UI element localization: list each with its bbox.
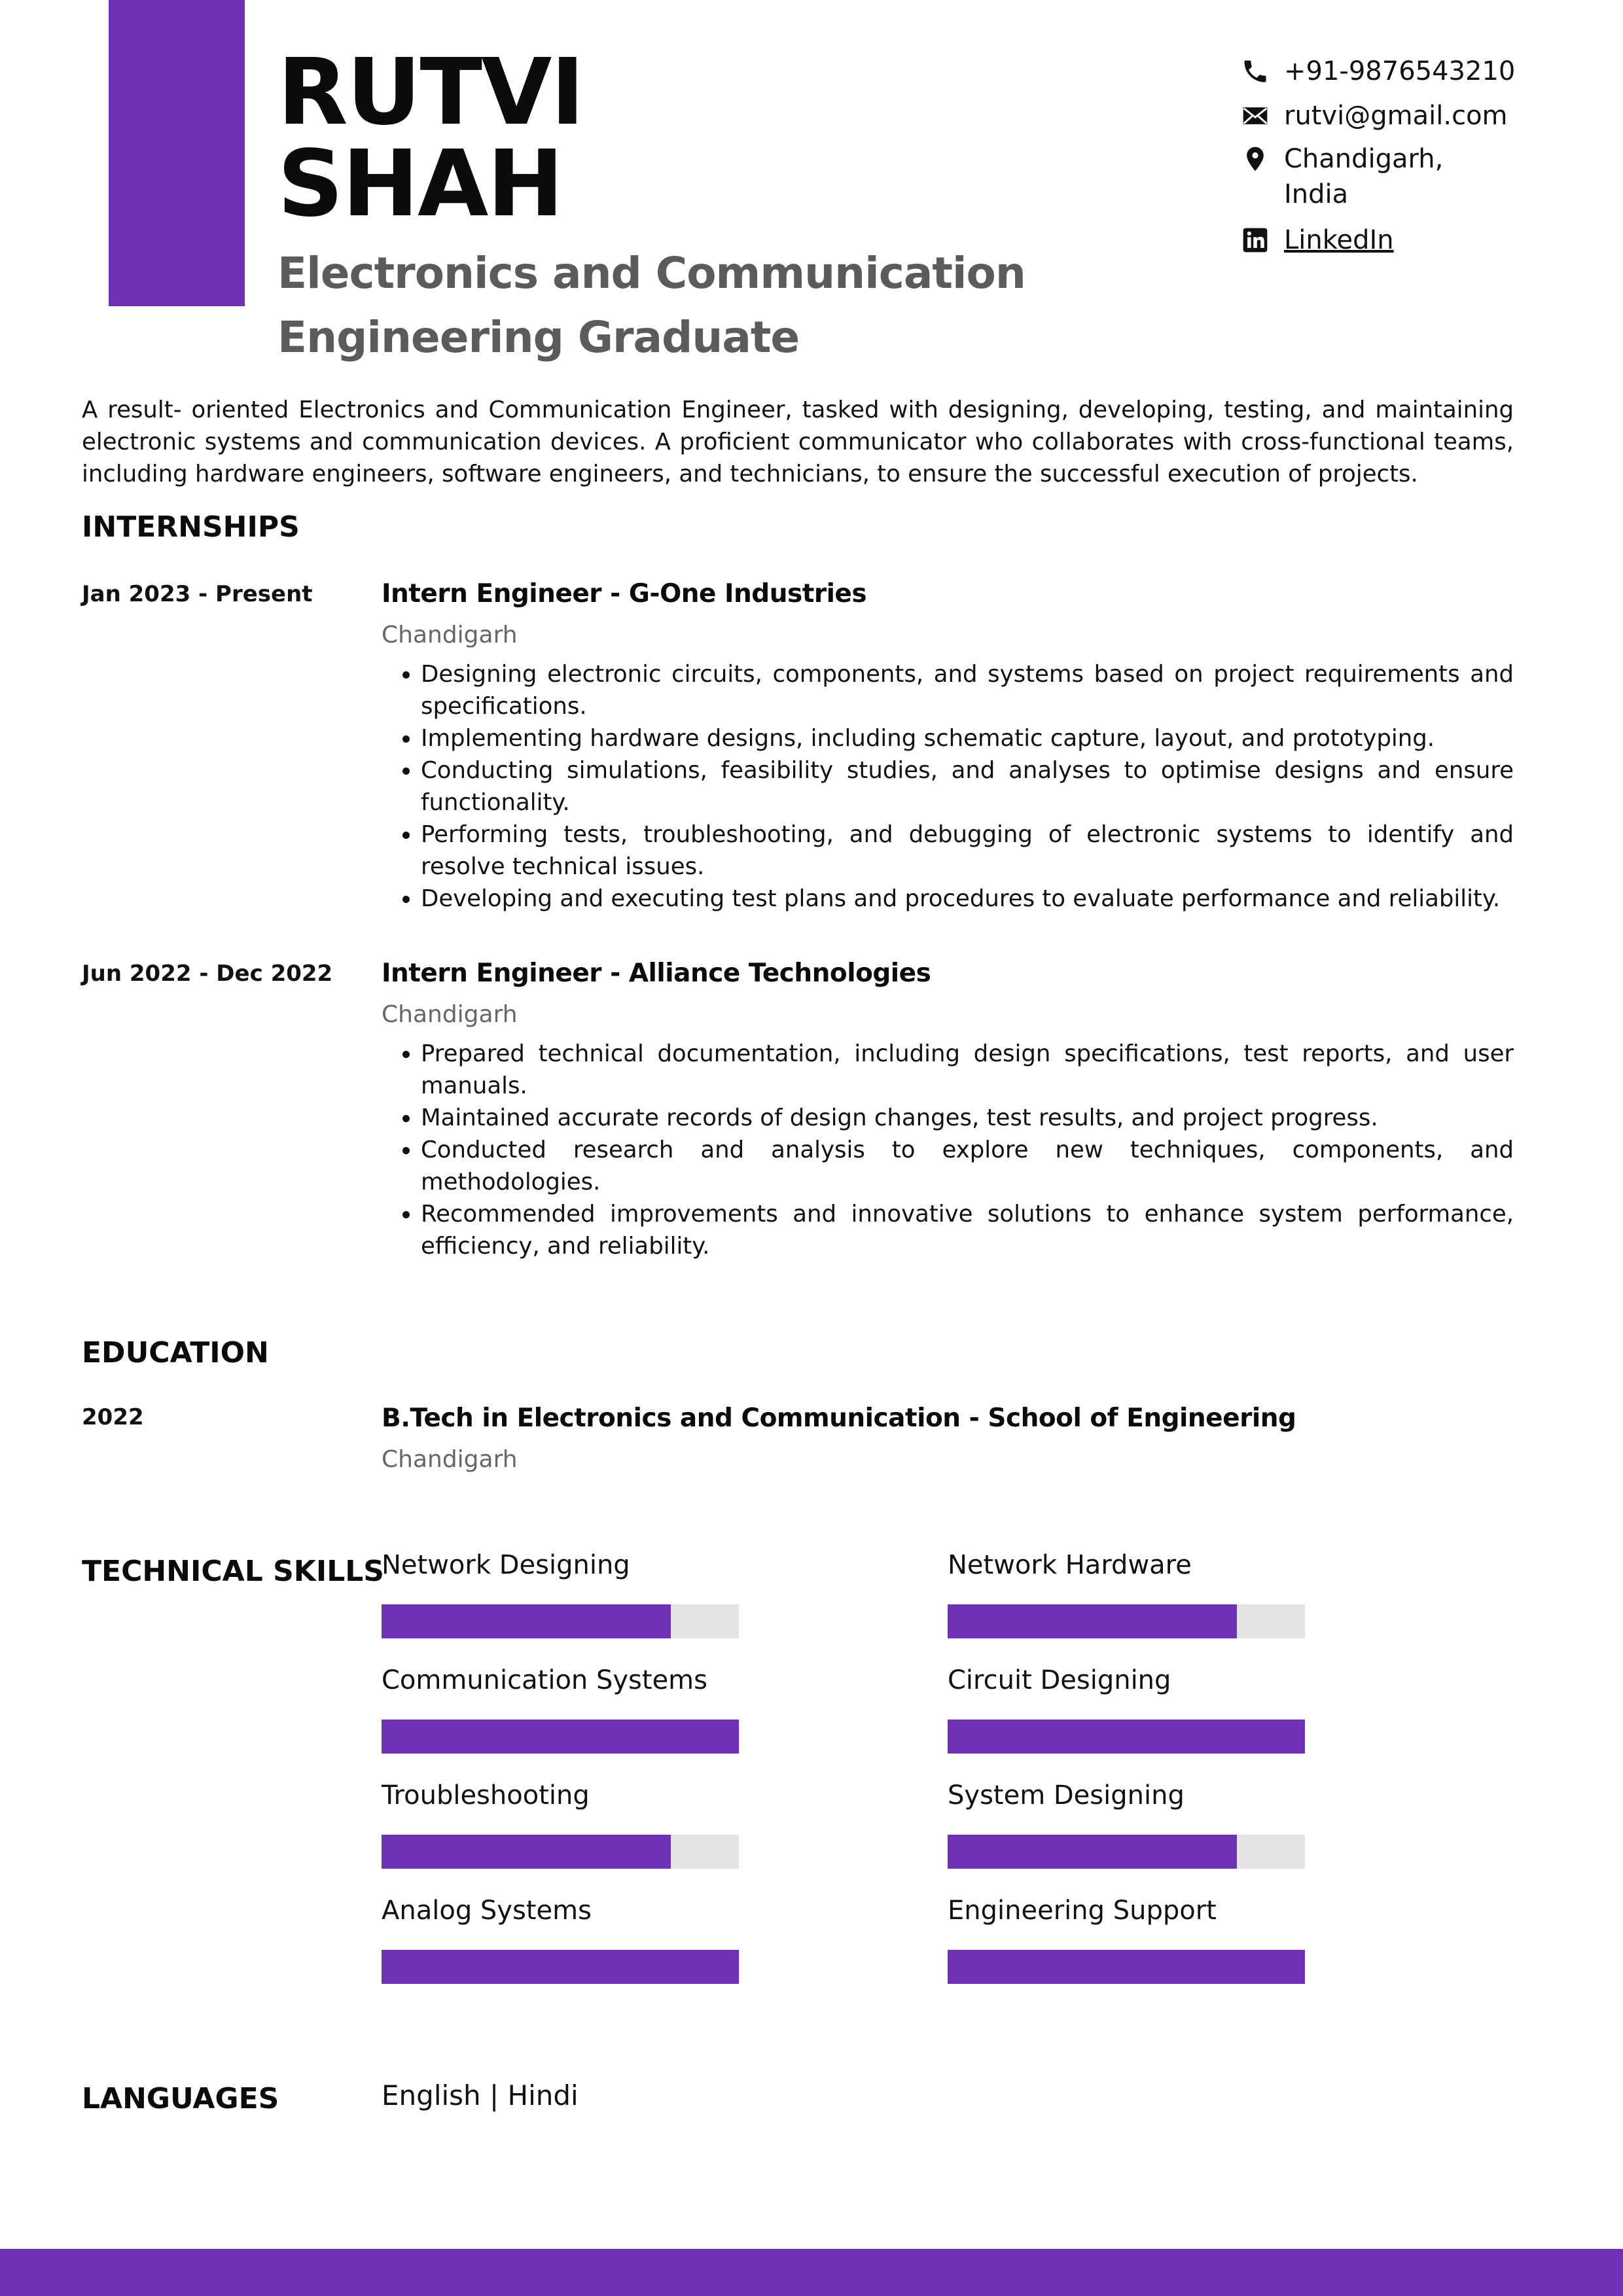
list-item: • Implementing hardware designs, including schematic capture, layout, and prototyping. xyxy=(421,722,1514,754)
internship-1-title: Intern Engineer - G-One Industries xyxy=(382,579,867,609)
list-item: • Conducting simulations, feasibility studies, and analyses to optimise designs and ensure functionality. xyxy=(421,754,1514,819)
skill-item xyxy=(382,1663,707,1697)
skill-label: Communication Systems xyxy=(382,1665,707,1695)
skill-label: Analog Systems xyxy=(382,1896,592,1926)
first-name: RUTVI xyxy=(277,39,584,146)
skill-item xyxy=(948,1548,1192,1582)
skill-level-fill xyxy=(948,1604,1237,1638)
skill-level-bar xyxy=(382,1950,739,1984)
internships-heading: INTERNSHIPS xyxy=(82,510,300,544)
list-item: • Performing tests, troubleshooting, and debugging of electronic systems to identify and resolve technical issues. xyxy=(421,819,1514,883)
linkedin-icon xyxy=(1241,226,1270,255)
skill-item xyxy=(382,1548,630,1582)
linkedin-link[interactable]: LinkedIn xyxy=(1284,225,1394,255)
list-item: • Developing and executing test plans and procedures to evaluate performance and reliability. xyxy=(421,883,1514,915)
internship-1-duties xyxy=(382,658,1514,915)
skill-item xyxy=(948,1894,1217,1928)
skill-level-fill xyxy=(382,1720,739,1754)
job-title-line-2: Engineering Graduate xyxy=(277,312,800,362)
list-item: • Designing electronic circuits, components, and systems based on project requirements and specifications. xyxy=(421,658,1514,722)
languages-list: English | Hindi xyxy=(382,2079,579,2111)
skill-level-bar xyxy=(948,1604,1305,1638)
accent-block xyxy=(109,0,245,306)
list-item: • Conducted research and analysis to explore new techniques, components, and methodologies. xyxy=(421,1134,1514,1198)
skill-item xyxy=(382,1778,590,1812)
skill-level-fill xyxy=(948,1835,1237,1869)
phone-icon xyxy=(1241,57,1270,86)
technical-skills-heading: TECHNICAL SKILLS xyxy=(82,1555,384,1588)
skill-label: Troubleshooting xyxy=(382,1780,590,1810)
footer-bar xyxy=(0,2249,1623,2296)
profile-summary: A result- oriented Electronics and Communication Engineer, tasked with designing, developing, testing, and maintaining electronic systems and communication devices. A proficient communicator who collaborates with cross-functional teams, including hardware engineers, software engineers, and technicians, to ensure the successful execution of projects. xyxy=(82,397,1514,487)
skill-label: Circuit Designing xyxy=(948,1665,1171,1695)
skill-level-fill xyxy=(382,1604,671,1638)
education-heading: EDUCATION xyxy=(82,1336,269,1369)
internship-2-dates: Jun 2022 - Dec 2022 xyxy=(82,961,333,987)
last-name: SHAH xyxy=(277,131,563,238)
internship-2-duties xyxy=(382,1038,1514,1262)
skill-level-bar xyxy=(948,1950,1305,1984)
list-item: • Recommended improvements and innovative solutions to enhance system performance, efficiency, and reliability. xyxy=(421,1198,1514,1262)
skill-label: Network Hardware xyxy=(948,1550,1192,1580)
skill-level-bar xyxy=(382,1835,739,1869)
skill-item xyxy=(948,1778,1185,1812)
education-degree: B.Tech in Electronics and Communication - School of Engineering xyxy=(382,1404,1296,1433)
languages-heading: LANGUAGES xyxy=(82,2082,279,2115)
location-line-1: Chandigarh, xyxy=(1284,144,1444,174)
skill-level-bar xyxy=(948,1835,1305,1869)
internship-2-title: Intern Engineer - Alliance Technologies xyxy=(382,959,931,988)
skill-level-bar xyxy=(382,1604,739,1638)
skill-level-bar xyxy=(382,1720,739,1754)
location-pin-icon xyxy=(1241,145,1270,173)
location-line-2: India xyxy=(1284,179,1349,209)
list-item: • Maintained accurate records of design changes, test results, and project progress. xyxy=(421,1102,1514,1134)
skill-level-bar xyxy=(948,1720,1305,1754)
internship-2-location: Chandigarh xyxy=(382,1001,518,1028)
email-text: rutvi@gmail.com xyxy=(1284,101,1508,131)
education-location: Chandigarh xyxy=(382,1446,518,1473)
skill-label: Network Designing xyxy=(382,1550,630,1580)
skill-item xyxy=(382,1894,592,1928)
internship-1-dates: Jan 2023 - Present xyxy=(82,581,313,607)
job-title-line-1: Electronics and Communication xyxy=(277,248,1026,298)
email-icon xyxy=(1241,101,1270,130)
list-item: • Prepared technical documentation, including design specifications, test reports, and user manuals. xyxy=(421,1038,1514,1102)
skill-label: System Designing xyxy=(948,1780,1185,1810)
skill-level-fill xyxy=(382,1835,671,1869)
skill-level-fill xyxy=(948,1720,1305,1754)
education-year: 2022 xyxy=(82,1404,144,1430)
skill-item xyxy=(948,1663,1171,1697)
phone-text: +91-9876543210 xyxy=(1284,56,1516,86)
skill-level-fill xyxy=(948,1950,1305,1984)
internship-1-location: Chandigarh xyxy=(382,622,518,648)
skill-level-fill xyxy=(382,1950,739,1984)
skill-label: Engineering Support xyxy=(948,1896,1217,1926)
